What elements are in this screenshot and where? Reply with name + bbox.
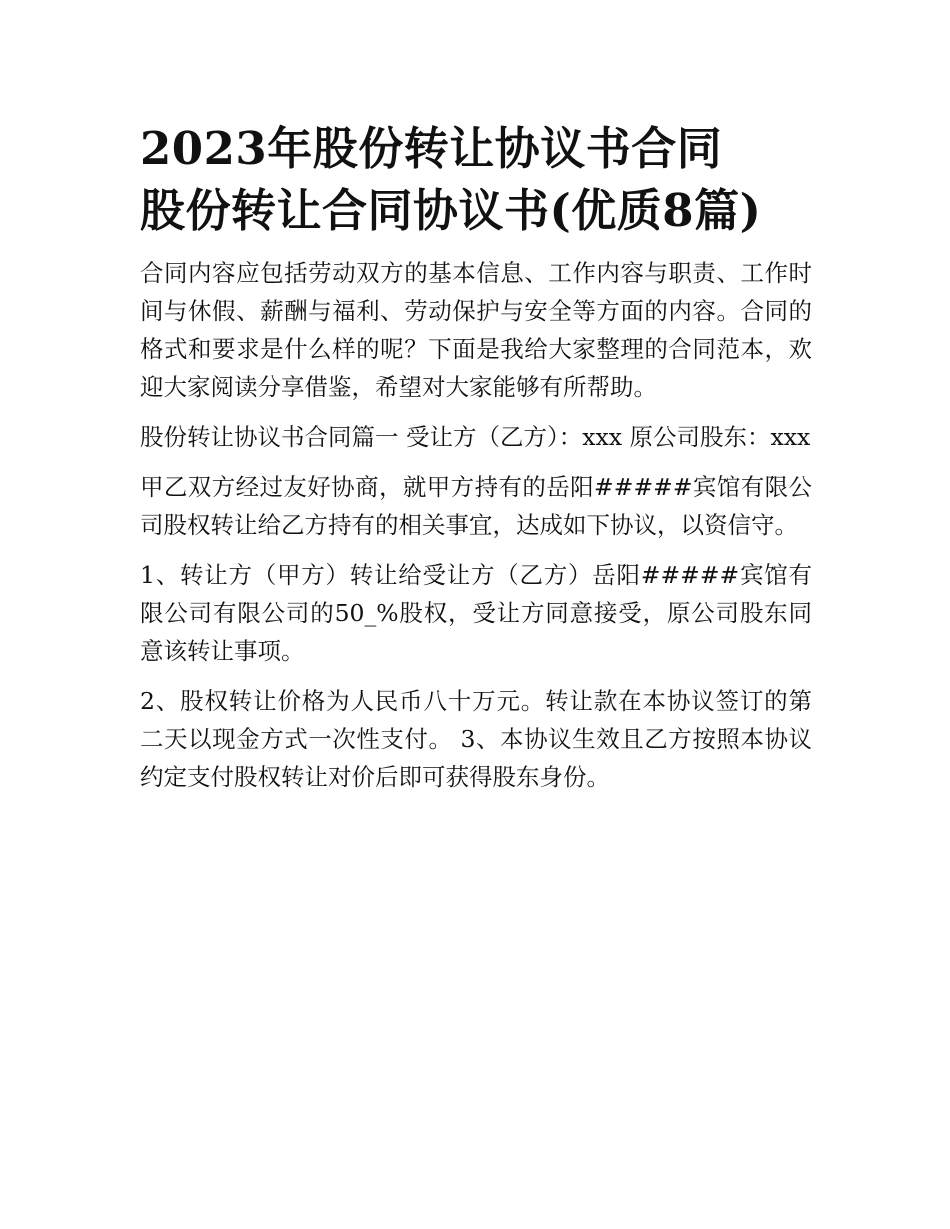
title-line-1: 2023年股份转让协议书合同 <box>140 122 723 175</box>
preamble-paragraph: 甲乙双方经过友好协商，就甲方持有的岳阳#####宾馆有限公司股权转让给乙方持有的相关事宜，达成如下协议，以资信守。 <box>140 473 812 539</box>
intro-paragraph: 合同内容应包括劳动双方的基本信息、工作内容与职责、工作时间与休假、薪酬与福利、劳动保护与安全等方面的内容。合同的格式和要求是什么样的呢？下面是我给大家整理的合同范本，欢迎大家阅读分享借鉴，希望对大家能够有所帮助。 <box>140 259 812 401</box>
clause-1-paragraph: 1、转让方（甲方）转让给受让方（乙方）岳阳#####宾馆有限公司有限公司的50_%股权，受让方同意接受，原公司股东同意该转让事项。 <box>140 561 812 665</box>
section-heading-paragraph: 股份转让协议书合同篇一 受让方（乙方）：xxx 原公司股东：xxx <box>140 423 811 451</box>
clause-2-3-paragraph: 2、股权转让价格为人民币八十万元。转让款在本协议签订的第二天以现金方式一次性支付。 3、本协议生效且乙方按照本协议约定支付股权转让对价后即可获得股东身份。 <box>140 687 812 791</box>
title-line-2: 股份转让合同协议书(优质8篇) <box>140 184 762 237</box>
document-title <box>140 118 812 242</box>
document-body <box>140 118 812 808</box>
